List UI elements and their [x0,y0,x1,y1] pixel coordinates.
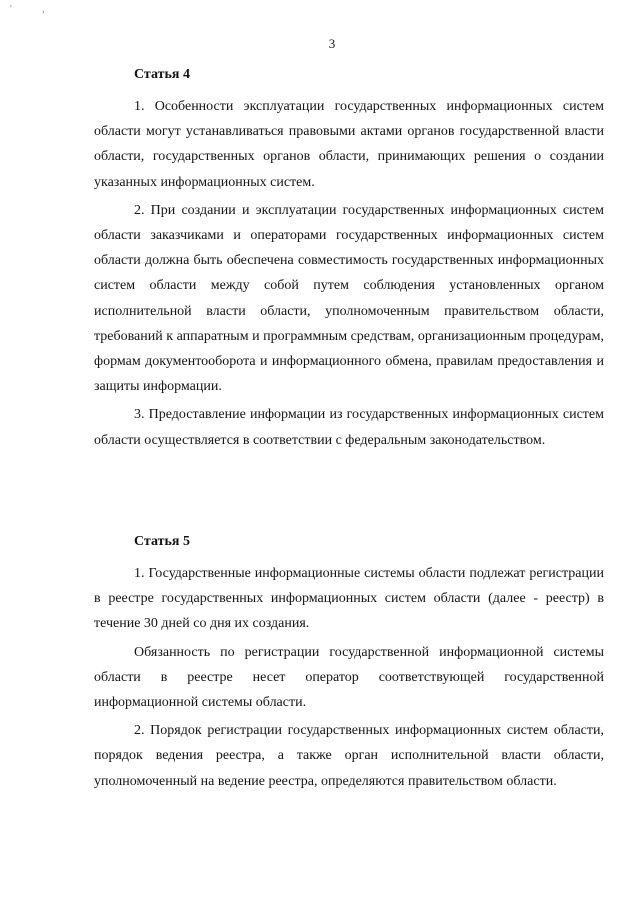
article-title: Статья 5 [134,534,190,549]
article-5 [94,533,604,797]
page-number: 3 [328,36,336,51]
scan-mark: ' , [10,4,59,15]
article-paragraph: Обязанность по регистрации государственной информационной системы области в реестре несет оператор соответствующей государственной информационной системы области. [94,644,604,711]
article-paragraph: 2. При создании и эксплуатации государственных информационных систем области заказчиками и операторами государственных информационных систем области должна быть обеспечена совместимость государственных информационных систем области между собой путем соблюдения установленных органом исполнительной власти области, уполномоченным правительством области, требований к аппаратным и программным средствам, организационным процедурам, формам документооборота и информационного обмена, правилам предоставления и защиты информации. [94,202,604,395]
article-paragraph: 3. Предоставление информации из государственных информационных систем области осуществляется в соответствии с федеральным законодательством. [94,407,604,448]
article-paragraph: 2. Порядок регистрации государственных информационных систем области, порядок ведения реестра, а также орган исполнительной власти области, уполномоченный на ведение реестра, определяются правительством области. [94,723,604,789]
article-paragraph: 1. Государственные информационные системы области подлежат регистрации в реестре государственных информационных систем области (далее - реестр) в течение 30 дней со дня их создания. [94,566,604,632]
article-title: Статья 4 [134,67,190,82]
article-4 [94,66,604,456]
article-paragraph: 1. Особенности эксплуатации государственных информационных систем области могут устанавливаться правовыми актами органов государственной власти области, государственных органов области, принимающих решения о создании указанных информационных систем. [94,99,604,190]
